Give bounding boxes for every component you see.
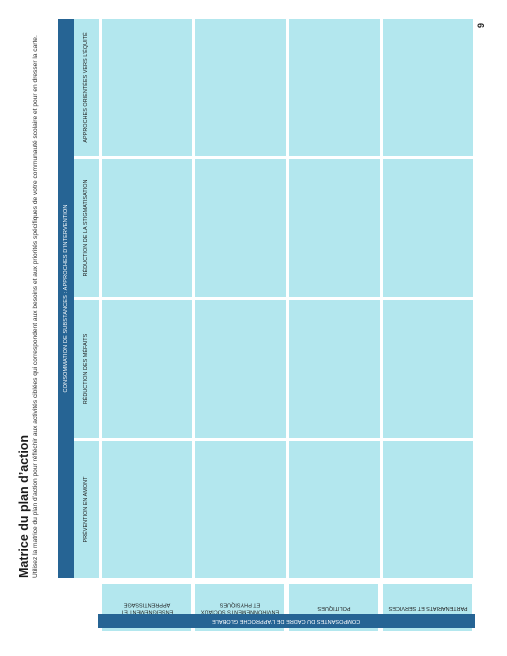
column-header-equity: APPROCHES ORIENTÉES VERS L’ÉQUITÉ bbox=[74, 19, 99, 156]
row-label-environments-rotated: ENVIRONNEMENTS SOCIAUX ET PHYSIQUES bbox=[200, 601, 279, 615]
row-label-teaching-rotated: ENSEIGNEMENT ET APPRENTISSAGE bbox=[120, 601, 173, 615]
row-label-policies-rotated: POLITIQUES bbox=[317, 604, 351, 611]
framework-band bbox=[98, 614, 475, 628]
interventions-header: CONSOMMATION DE SUBSTANCES : APPROCHES D’INTERVENTION bbox=[58, 19, 74, 578]
row-label-partnerships-rotated: PARTENARIATS ET SERVICES bbox=[388, 604, 467, 611]
framework-band-text: COMPOSANTES DU CADRE DE L’APPROCHE GLOBALE bbox=[212, 618, 361, 624]
page-number: 9 bbox=[476, 22, 486, 28]
column-header-prevention: PRÉVENTION EN AMONT bbox=[74, 441, 99, 578]
page-title: Matrice du plan d’action bbox=[17, 434, 31, 578]
page-intro: Utilisez la matrice du plan d’action pour réfléchir aux activités ciblées qui correspondent aux besoins et aux priorités spécifiques de votre communauté scolaire et pour en dresser la carte. bbox=[32, 35, 39, 578]
column-header-stigma-reduction: RÉDUCTION DE LA STIGMATISATION bbox=[74, 159, 99, 297]
column-header-harm-reduction: RÉDUCTION DES MÉFAITS bbox=[74, 300, 99, 438]
